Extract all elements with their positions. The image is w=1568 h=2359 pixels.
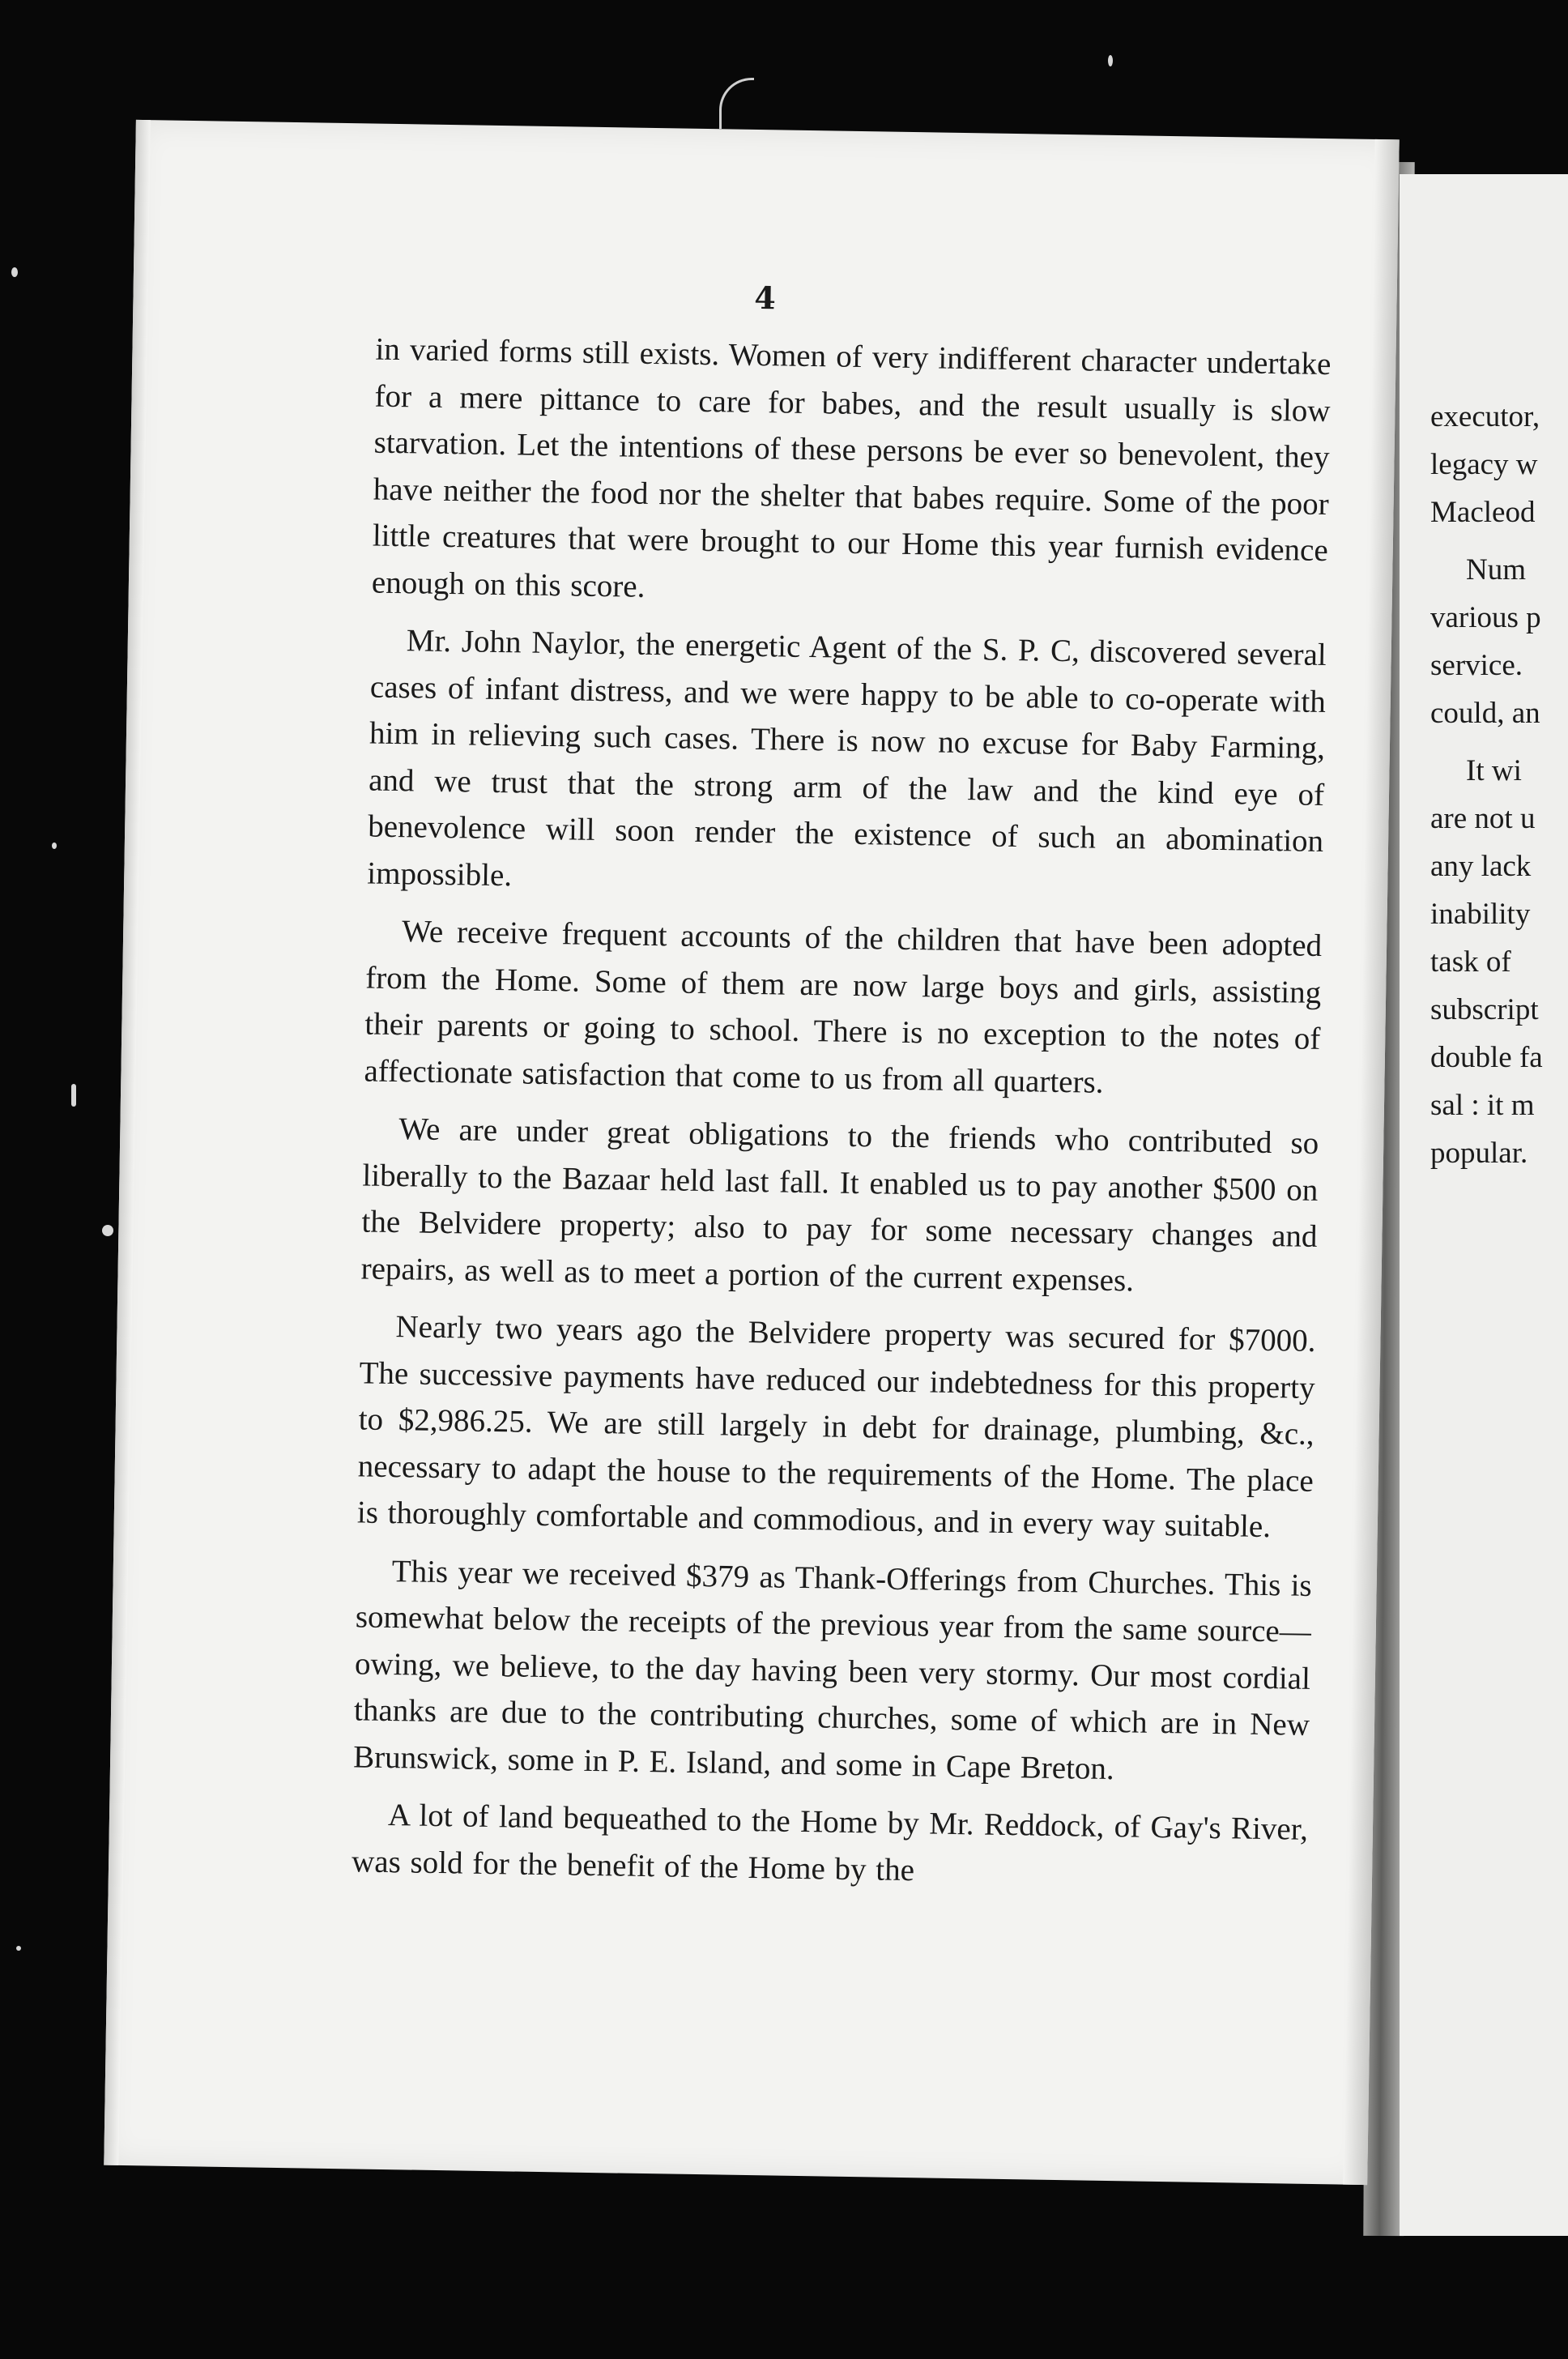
- film-speck: [11, 267, 18, 277]
- page-body: [352, 326, 1332, 1911]
- next-page-line: any lack: [1430, 850, 1532, 883]
- next-page-line: sal : it m: [1430, 1089, 1535, 1122]
- next-page-line: could, an: [1430, 697, 1540, 730]
- paragraph: Mr. John Naylor, the energetic Agent of the S. P. C, discovered several cases of infant distress, and we were happy to be able to co-operate with him in relieving such cases. There is now no excuse for Baby Farming, and we trust that the strong arm of the law and the kind eye of benevolence will soon render the existence of such an abomination impossible.: [367, 623, 1327, 893]
- page-number: 4: [753, 279, 777, 317]
- film-speck: [1108, 55, 1113, 66]
- paragraph: We are under great obligations to the friends who contributed so liberally to the Bazaar held last fall. It enabled us to pay another $500 on the Belvidere property; also to pay for some necessary changes and repairs, as well as to meet a portion of the current expenses.: [360, 1111, 1319, 1298]
- film-speck: [16, 1946, 21, 1951]
- next-page-line: double fa: [1430, 1041, 1543, 1074]
- next-page-line: inability: [1430, 898, 1531, 931]
- next-page-line: popular.: [1430, 1137, 1528, 1170]
- next-page-line: subscript: [1430, 993, 1539, 1026]
- next-page-line: Num: [1466, 553, 1526, 587]
- next-page-line: task of: [1430, 945, 1511, 979]
- next-page-line: service.: [1430, 649, 1523, 682]
- book-page: [104, 120, 1399, 2185]
- next-page-line: are not u: [1430, 802, 1536, 835]
- next-page-line: legacy w: [1430, 448, 1538, 481]
- film-speck: [71, 1084, 76, 1107]
- next-page-line: It wi: [1466, 754, 1522, 787]
- film-scratch: [719, 78, 754, 129]
- paragraph: in varied forms still exists. Women of very indifferent character undertake for a mere pittance to care for babes, and the result usually is slow starvation. Let the intentions of these persons be ever so benevolent, they have neither the food nor the shelter that babes require. Some of the poor little creatures that were brought to our Home this year furnish evidence enough on this score.: [371, 331, 1332, 604]
- film-speck: [52, 842, 57, 849]
- paragraph: This year we received $379 as Thank-Offerings from Churches. This is somewhat below the receipts of the previous year from the same source—owing, we believe, to the day having been very stormy. Our most cordial thanks are due to the contributing churches, some of which are in New Brunswick, some in P. E. Island, and some in Cape Breton.: [352, 1553, 1313, 1786]
- paragraph: Nearly two years ago the Belvidere property was secured for $7000. The successive payments have reduced our indebtedness for this property to $2,986.25. We are still largely in debt for drainage, plumbing, &c., necessary to adapt the house to the requirements of the Home. The place is thoroughly comfortable and commodious, and in every way suitable.: [356, 1309, 1316, 1545]
- next-page-text: [1430, 393, 1568, 1177]
- next-page-sliver: [1400, 174, 1568, 2236]
- next-page-line: various p: [1430, 601, 1541, 634]
- paragraph: We receive frequent accounts of the children that have been adopted from the Home. Some of them are now large boys and girls, assisting their parents or going to school. There is no exception to the notes of affectionate satisfaction that come to us from all quarters.: [364, 914, 1323, 1100]
- next-page-line: executor,: [1430, 400, 1540, 433]
- next-page-line: Macleod: [1430, 496, 1536, 529]
- paragraph: A lot of land bequeathed to the Home by Mr. Reddock, of Gay's River, was sold for the benefit of the Home by the: [351, 1798, 1309, 1888]
- film-speck: [102, 1225, 113, 1236]
